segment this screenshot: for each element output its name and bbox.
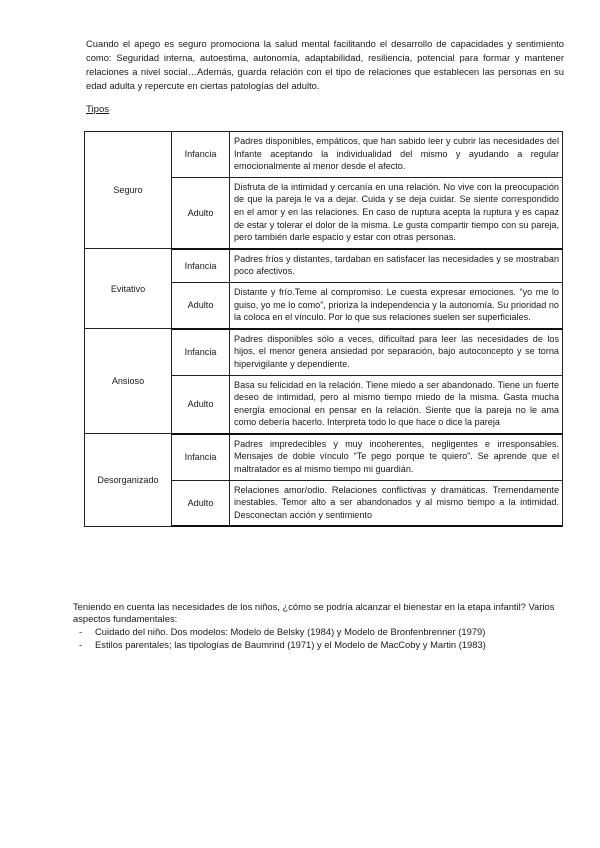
aspect-text: Estilos parentales; las tipologías de Baumrind (1971) y el Modelo de MacCoby y Martin (1983) [95,639,486,650]
stage-description: Relaciones amor/odio. Relaciones conflictivas y dramáticas. Tremendamente inestables. Temor alto a ser abandonados y al mismo tiempo a la intimidad. Desconectan acción y sentimiento [230,480,563,526]
stage-label: Adulto [172,480,230,526]
bullet-dash: - [79,639,83,650]
type-name: Evitativo [85,249,172,329]
question-paragraph: Teniendo en cuenta las necesidades de los niños, ¿cómo se podría alcanzar el bienestar en la etapa infantil? Varios aspectos fundamentales: [73,601,555,624]
table-row [85,329,563,375]
stage-label: Adulto [172,177,230,248]
intro-paragraph: Cuando el apego es seguro promociona la salud mental facilitando el desarrollo de capacidades y sentimiento como: Seguridad interna, autoestima, autonomía, adaptabilidad, resiliencia, potencial para formar y mantener relaciones a nivel social…Además, guarda relación con el tipo de relaciones que establecen las personas en su edad adulta y repercute en ciertas patologías del adulto. [86,38,564,91]
bullet-dash: - [79,626,83,637]
type-name: Seguro [85,132,172,249]
aspect-text: Cuidado del niño. Dos modelos: Modelo de Belsky (1984) y Modelo de Bronfenbrenner (1979) [95,626,486,637]
list-item [79,626,486,638]
stage-description: Padres disponibles, empáticos, que han sabido leer y cubrir las necesidades del Infante aceptando la individualidad del mismo y ayudando a regular emocionalmente al menor desde el afecto. [230,132,563,178]
stage-label: Infancia [172,434,230,480]
stage-description: Padres disponibles sólo a veces, dificultad para leer las necesidades de los hijos, el menor genera ansiedad por separación, bajo autoconcepto y se torna hipervigilante y dependiente. [230,329,563,375]
stage-label: Adulto [172,282,230,328]
section-title: Tipos [86,104,110,115]
type-name: Desorganizado [85,434,172,527]
stage-label: Infancia [172,249,230,283]
stage-label: Adulto [172,375,230,434]
stage-label: Infancia [172,132,230,178]
stage-description: Padres impredecibles y muy incoherentes, negligentes e irresponsables. Mensajes de doble vínculo “Te pego porque te quiero”. Se aprende que el maltratador es al mismo tiempo mi guardián. [230,434,563,480]
stage-description: Disfruta de la intimidad y cercanía en una relación. No vive con la preocupación de que la pareja le va a dejar. Cuida y se deja cuidar. Se siente correspondido en el amor y en las relaciones. En caso de ruptura acepta la ruptura y es capaz de estar y tolerar el dolor de la misma. Le gusta compartir tiempo con su pareja, pero también darle espacio y estar con otras personas. [230,177,563,248]
attachment-types-table [84,131,563,527]
table-row [85,249,563,283]
type-name: Ansioso [85,329,172,434]
stage-description: Padres fríos y distantes, tardaban en satisfacer las necesidades y se mostraban poco afectivos. [230,249,563,283]
table-row [85,132,563,178]
stage-label: Infancia [172,329,230,375]
list-item [79,639,486,651]
stage-description: Basa su felicidad en la relación. Tiene miedo a ser abandonado. Tiene un fuerte deseo de intimidad, pero al mismo tiempo miedo de la misma. Gasta mucha energía emocional en pensar en la relación. Siente que la pareja no le ama como debería hacerlo. Interpreta todo lo que hace o dice la pareja [230,375,563,434]
stage-description: Distante y frío.Teme al compromiso. Le cuesta expresar emociones. “yo me lo guiso, yo me lo como”, prioriza la independencia y la autonomía. Su prioridad no la coloca en el vínculo. Por lo que sus relaciones suelen ser superficiales. [230,282,563,328]
aspects-list [79,626,486,652]
table-row [85,434,563,480]
